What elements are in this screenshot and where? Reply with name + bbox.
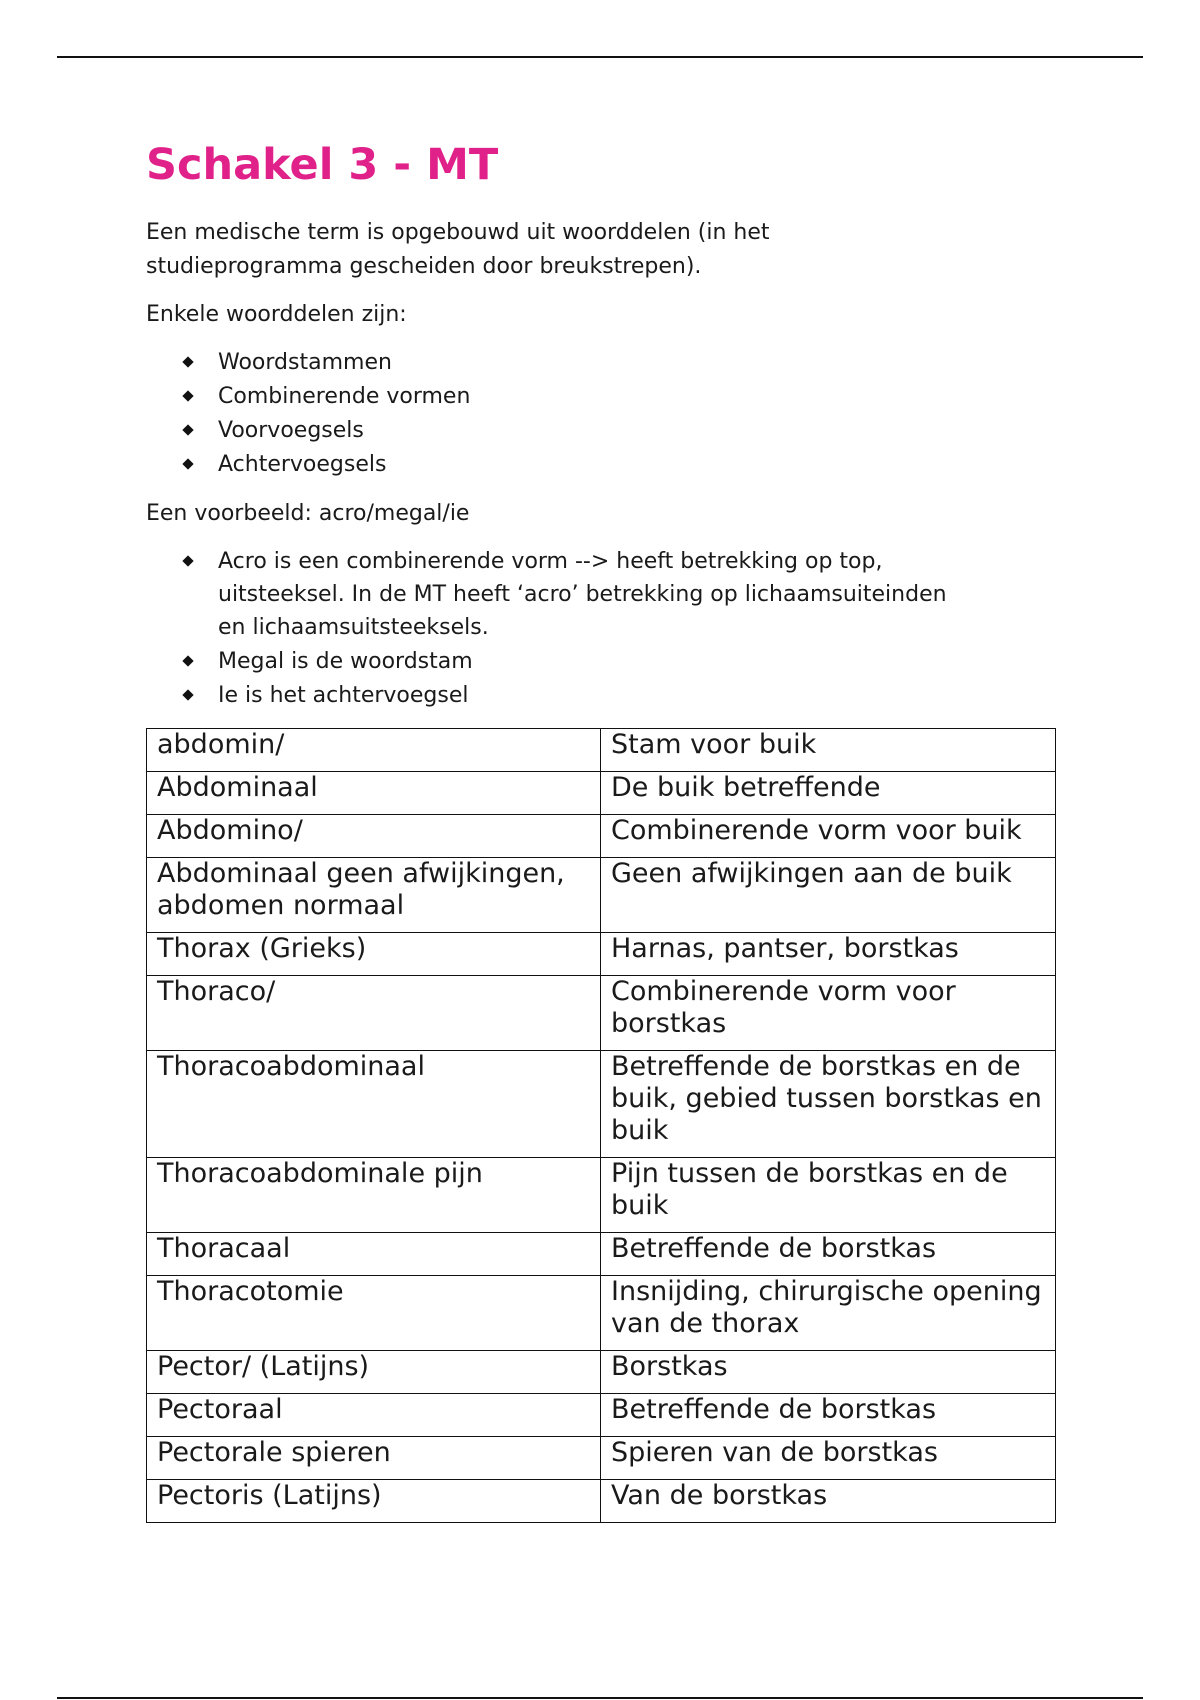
table-row <box>147 1436 1056 1479</box>
term-cell: Thoraco/ <box>147 975 601 1050</box>
table-row <box>147 1350 1056 1393</box>
diamond-bullet-icon <box>182 356 193 367</box>
meaning-cell: Van de borstkas <box>601 1479 1056 1522</box>
term-cell: Abdominaal geen afwijkingen, abdomen normaal <box>147 857 601 932</box>
list-item-text: Acro is een combinerende vorm --> heeft betrekking op top, uitsteeksel. In de MT heeft ‘acro’ betrekking op lichaamsuiteinden en lichaamsuitsteeksels. <box>218 548 947 640</box>
page-title: Schakel 3 - MT <box>146 140 499 190</box>
term-cell: Thoracoabdominale pijn <box>147 1157 601 1232</box>
term-cell: Thorax (Grieks) <box>147 932 601 975</box>
term-cell: Abdomino/ <box>147 814 601 857</box>
meaning-cell: Combinerende vorm voor buik <box>601 814 1056 857</box>
meaning-cell: Pijn tussen de borstkas en de buik <box>601 1157 1056 1232</box>
meaning-cell: Combinerende vorm voor borstkas <box>601 975 1056 1050</box>
table-row <box>147 1232 1056 1275</box>
terms-table <box>146 728 1056 1523</box>
meaning-cell: Betreffende de borstkas <box>601 1393 1056 1436</box>
list-item <box>146 679 978 712</box>
term-cell: Pectoris (Latijns) <box>147 1479 601 1522</box>
meaning-cell: Betreffende de borstkas en de buik, gebied tussen borstkas en buik <box>601 1050 1056 1157</box>
parts-heading: Enkele woorddelen zijn: <box>146 301 407 327</box>
term-cell: Pectoraal <box>147 1393 601 1436</box>
list-item <box>146 346 978 379</box>
list-item-text: Voorvoegsels <box>218 417 364 443</box>
meaning-cell: Betreffende de borstkas <box>601 1232 1056 1275</box>
list-item <box>146 645 978 678</box>
table-row <box>147 975 1056 1050</box>
diamond-bullet-icon <box>182 424 193 435</box>
header-rule <box>57 56 1143 58</box>
table-row <box>147 932 1056 975</box>
list-item-text: Woordstammen <box>218 349 392 375</box>
diamond-bullet-icon <box>182 390 193 401</box>
list-item <box>146 448 978 481</box>
table-row <box>147 1275 1056 1350</box>
list-item-text: Combinerende vormen <box>218 383 471 409</box>
meaning-cell: Geen afwijkingen aan de buik <box>601 857 1056 932</box>
list-item <box>146 545 978 644</box>
meaning-cell: Borstkas <box>601 1350 1056 1393</box>
term-cell: Pector/ (Latijns) <box>147 1350 601 1393</box>
list-item <box>146 380 978 413</box>
example-heading: Een voorbeeld: acro/megal/ie <box>146 500 470 526</box>
diamond-bullet-icon <box>182 655 193 666</box>
table-row <box>147 771 1056 814</box>
term-cell: abdomin/ <box>147 728 601 771</box>
table-row <box>147 1157 1056 1232</box>
table-row <box>147 857 1056 932</box>
parts-list <box>146 346 1056 481</box>
document-body <box>146 140 1056 1523</box>
meaning-cell: De buik betreffende <box>601 771 1056 814</box>
term-cell: Abdominaal <box>147 771 601 814</box>
meaning-cell: Insnijding, chirurgische opening van de thorax <box>601 1275 1056 1350</box>
list-item-text: Ie is het achtervoegsel <box>218 682 469 708</box>
diamond-bullet-icon <box>182 689 193 700</box>
footer-rule <box>57 1697 1143 1699</box>
diamond-bullet-icon <box>182 555 193 566</box>
table-row <box>147 1050 1056 1157</box>
term-cell: Thoracoabdominaal <box>147 1050 601 1157</box>
list-item-text: Achtervoegsels <box>218 451 387 477</box>
table-row <box>147 1479 1056 1522</box>
list-item <box>146 414 978 447</box>
table-row <box>147 728 1056 771</box>
term-cell: Pectorale spieren <box>147 1436 601 1479</box>
meaning-cell: Harnas, pantser, borstkas <box>601 932 1056 975</box>
diamond-bullet-icon <box>182 458 193 469</box>
table-row <box>147 814 1056 857</box>
meaning-cell: Spieren van de borstkas <box>601 1436 1056 1479</box>
example-list <box>146 545 1056 712</box>
term-cell: Thoracotomie <box>147 1275 601 1350</box>
term-cell: Thoracaal <box>147 1232 601 1275</box>
list-item-text: Megal is de woordstam <box>218 648 473 674</box>
intro-paragraph: Een medische term is opgebouwd uit woorddelen (in het studieprogramma gescheiden door breukstrepen). <box>146 219 770 279</box>
table-row <box>147 1393 1056 1436</box>
meaning-cell: Stam voor buik <box>601 728 1056 771</box>
